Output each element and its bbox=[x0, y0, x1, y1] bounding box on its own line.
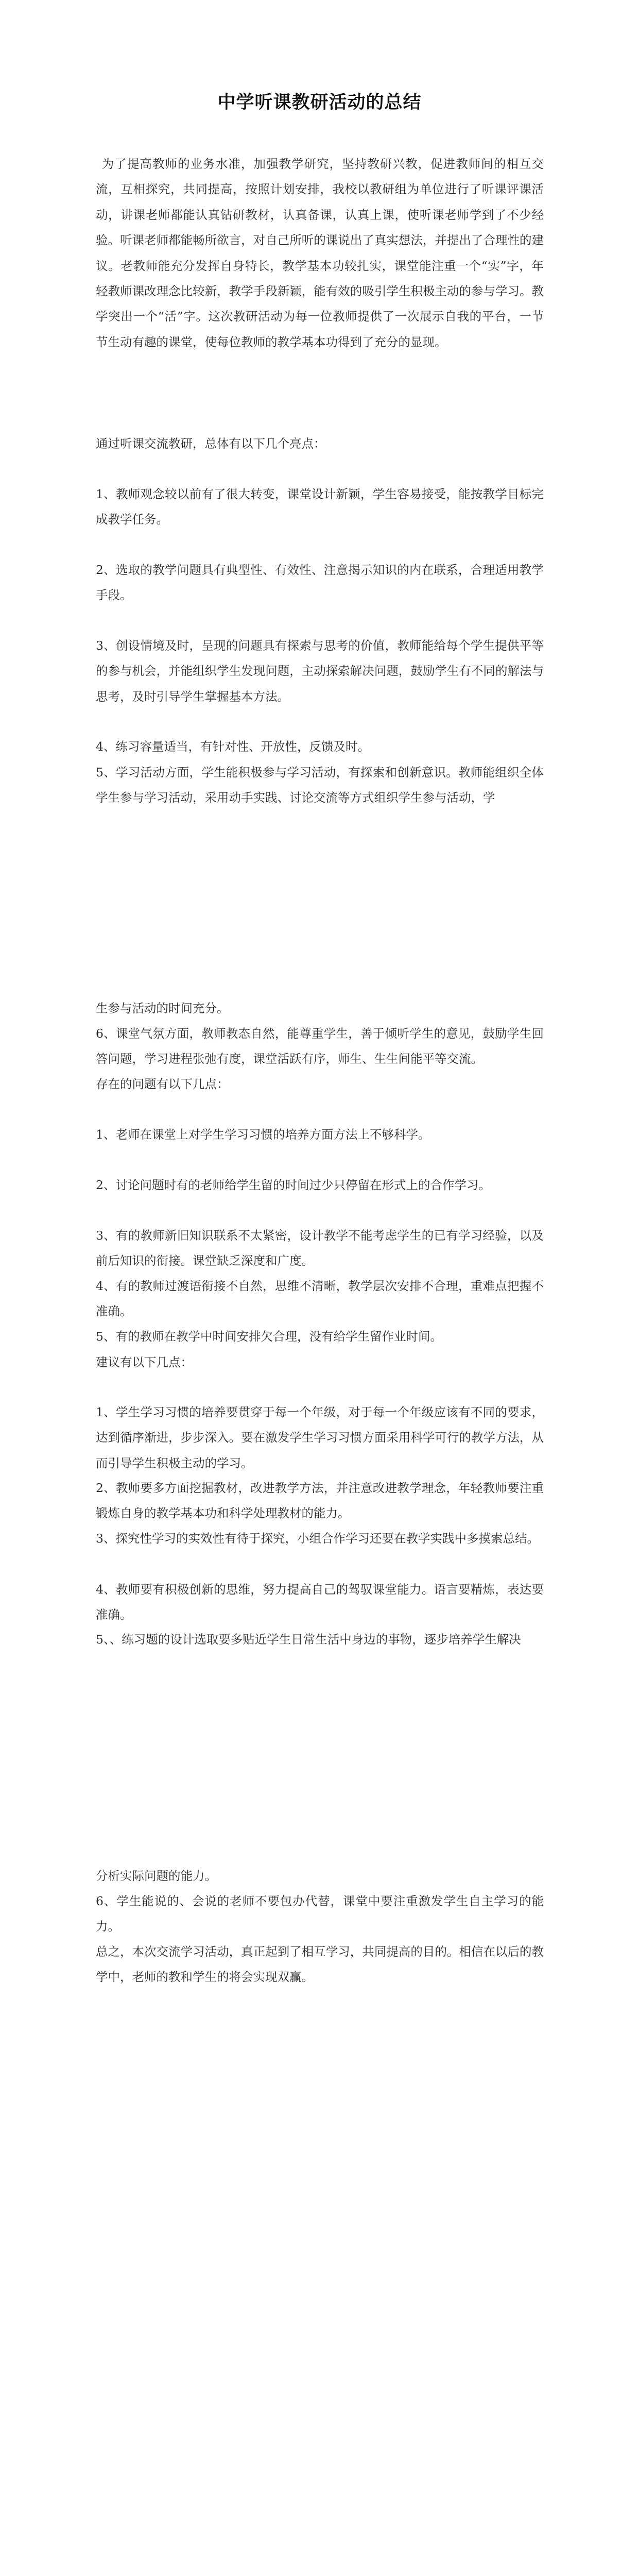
suggestion-item-3: 3、探究性学习的实效性有待于探究，小组合作学习还要在教学实践中多摸索总结。 bbox=[96, 1531, 539, 1546]
problem-item-5: 5、有的教师在教学中时间安排欠合理，没有给学生留作业时间。 bbox=[96, 1329, 442, 1344]
suggestion-item-4: 4、教师要有积极创新的思维，努力提高自己的驾驭课堂能力。语言要精炼，表达要准确。 bbox=[96, 1582, 544, 1622]
suggestion-item-5: 5、、练习题的设计选取要多贴近学生日常生活中身边的事物，逐步培养学生解决 bbox=[96, 1632, 521, 1647]
problem-item-2: 2、讨论问题时有的老师给学生留的时间过少只停留在形式上的合作学习。 bbox=[96, 1178, 491, 1192]
suggestion-item-1: 1、学生学习习惯的培养要贯穿于每一个年级，对于每一个年级应该有不同的要求，达到循序渐进，步步深入。要在激发学生学习习惯方面采用科学可行的教学方法，从而引导学生积极主动的学习。 bbox=[96, 1405, 544, 1470]
suggestion-item-5-continued: 分析实际问题的能力。 bbox=[96, 1869, 217, 1883]
intro-paragraph: 为了提高教师的业务水准，加强教学研究，坚持教研兴教，促进教师间的相互交流，互相探究，共同提高，按照计划安排，我校以教研组为单位进行了听课评课活动，讲课老师都能认真钻研教材，认真备课，认真上课，使听课老师学到了不少经验。听课老师都能畅所欲言，对自己所听的课说出了真实想法，并提出了合理性的建议。老教师能充分发挥自身特长，教学基本功较扎实，课堂能注重一个“实”字，年轻教师课改理念比较新，教学手段新颖，能有效的吸引学生积极主动的参与学习。教学突出一个“活”字。这次教研活动为每一位教师提供了一次展示自我的平台，一节节生动有趣的课堂，使每位教师的教学基本功得到了充分的显现。 bbox=[96, 157, 544, 349]
highlight-item-1: 1、教师观念较以前有了很大转变，课堂设计新颖，学生容易接受，能按教学目标完成教学任务。 bbox=[96, 487, 544, 527]
problem-item-1: 1、老师在课堂上对学生学习习惯的培养方面方法上不够科学。 bbox=[96, 1127, 430, 1142]
suggestion-item-6: 6、学生能说的、会说的老师不要包办代替，课堂中要注重激发学生自主学习的能力。 bbox=[96, 1894, 544, 1934]
problems-heading: 存在的问题有以下几点： bbox=[96, 1077, 229, 1091]
conclusion-paragraph: 总之，本次交流学习活动，真正起到了相互学习，共同提高的目的。相信在以后的教学中，老师的教和学生的将会实现双赢。 bbox=[96, 1944, 544, 1985]
problem-item-4: 4、有的教师过渡语衔接不自然，思维不清晰，教学层次安排不合理，重难点把握不准确。 bbox=[96, 1279, 544, 1319]
highlight-item-5: 5、学习活动方面，学生能积极参与学习活动，有探索和创新意识。教师能组织全体学生参与学习活动，采用动手实践、讨论交流等方式组织学生参与活动，学 bbox=[96, 765, 544, 805]
suggestions-heading: 建议有以下几点： bbox=[96, 1355, 193, 1369]
highlight-item-4: 4、练习容量适当，有针对性、开放性，反馈及时。 bbox=[96, 739, 370, 754]
problem-item-3: 3、有的教师新旧知识联系不太紧密，设计教学不能考虑学生的已有学习经验，以及前后知识的衔接。课堂缺乏深度和广度。 bbox=[96, 1228, 544, 1268]
suggestion-item-2: 2、教师要多方面挖掘教材，改进教学方法，并注意改进教学理念，年轻教师要注重锻炼自身的教学基本功和科学处理教材的能力。 bbox=[96, 1481, 544, 1521]
highlight-item-3: 3、创设情境及时，呈现的问题具有探索与思考的价值，教师能给每个学生提供平等的参与机会，并能组织学生发现问题，主动探索解决问题，鼓励学生有不同的解法与思考，及时引导学生掌握基本方法。 bbox=[96, 638, 544, 704]
highlight-item-2: 2、选取的教学问题具有典型性、有效性、注意揭示知识的内在联系，合理适用教学手段。 bbox=[96, 563, 544, 603]
highlight-item-5-continued: 生参与活动的时间充分。 bbox=[96, 1001, 229, 1015]
highlight-item-6: 6、课堂气氛方面，教师教态自然，能尊重学生，善于倾听学生的意见，鼓励学生回答问题，学习进程张弛有度，课堂活跃有序，师生、生生间能平等交流。 bbox=[96, 1026, 544, 1066]
highlights-heading: 通过听课交流教研，总体有以下几个亮点： bbox=[96, 436, 326, 451]
document-title: 中学听课教研活动的总结 bbox=[217, 92, 422, 113]
